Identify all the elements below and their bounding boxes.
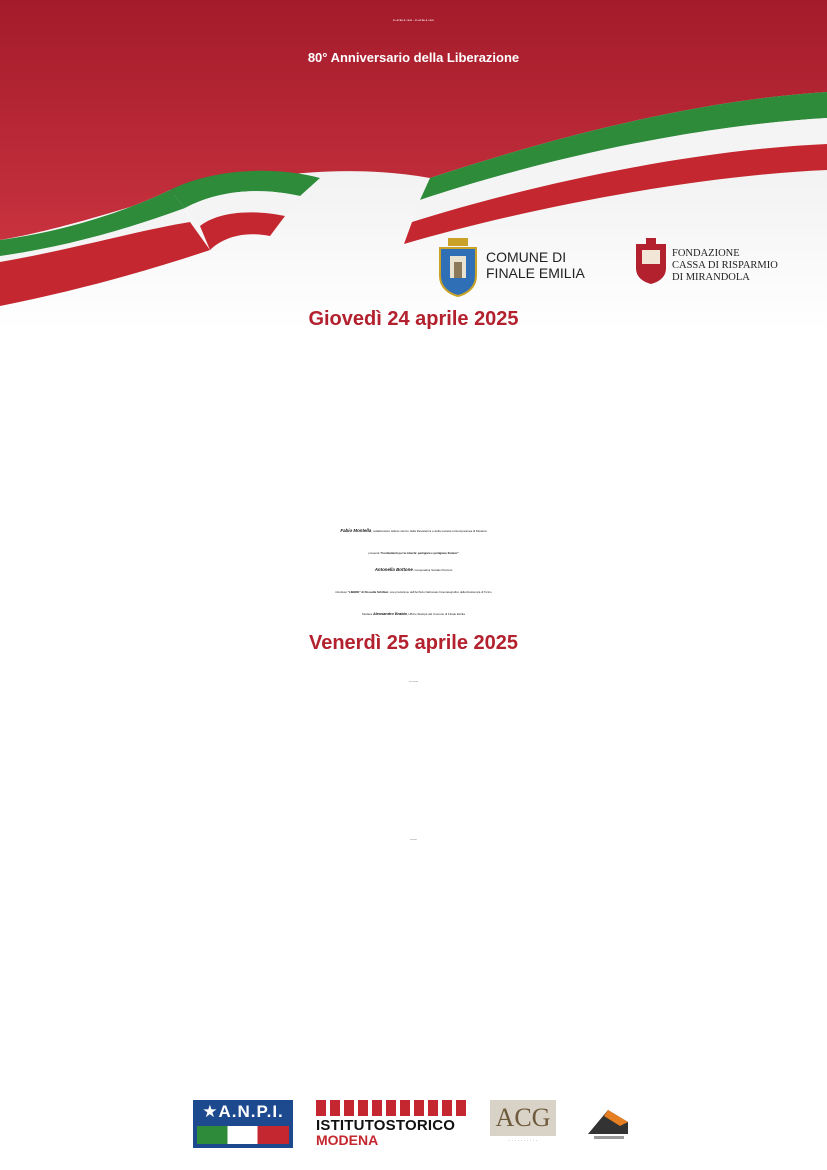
speaker2-role: , Cooperativa Sociale Percorsi (412, 568, 453, 572)
anpi-logo: ★A.N.P.I. (193, 1100, 293, 1148)
massa-heading: MASSA FINALESE (409, 682, 418, 683)
speaker2-line (0, 567, 827, 572)
day2-title: Venerdì 25 aprile 2025 (308, 632, 519, 654)
acg-logo: ACG · · · · · · · · · · (490, 1100, 556, 1148)
speaker2-name: Antonella Bottone (374, 567, 413, 572)
moderator-name: Alessandro Braida (372, 612, 407, 616)
speaker1-book: "Combattenti per la Libertà: partigiani e partigiane finalesi" (380, 551, 459, 555)
acg-caption-lines: · · · · · · · · · · (508, 1138, 538, 1144)
speaker1-line (0, 528, 827, 533)
building-logo-icon (580, 1100, 636, 1148)
speaker2-intro: introduce "LIBERE" di Rossella Schillaci, una produzione dell'Archivio Nazionale Cinematografico della Resistenza di Torino (335, 590, 492, 594)
speaker1-name: Fabio Montella (340, 528, 372, 533)
stripes-icon (316, 1100, 466, 1116)
comune-name: COMUNE DI FINALE EMILIA (486, 249, 585, 281)
fondazione-crest-icon (634, 238, 668, 284)
header-title: 80° Anniversario della Liberazione (307, 50, 520, 65)
day1-title: Giovedì 24 aprile 2025 (308, 308, 519, 330)
speaker1-presents: presenta "Combattenti per la Libertà: partigiani e partigiane finalesi" (368, 551, 459, 555)
speaker1-role: , collaboratore Istituto storico della Resistenza e della società contemporanea di Modena (371, 529, 487, 533)
comune-crest-icon (436, 238, 480, 298)
header-dates: 25 APRILE 1945 - 25 APRILE 2025 (392, 20, 435, 22)
fondazione-name: FONDAZIONE CASSA DI RISPARMIO DI MIRANDOLA (672, 248, 778, 283)
italian-flag-icon (197, 1126, 289, 1144)
finale-heading: FINALE EMILIA (409, 840, 418, 841)
moderator-line: Modera Alessandro Braida, Ufficio Stampa del Comune di Finale Emilia (362, 612, 465, 616)
speaker2-film: "LIBERE" di Rossella Schillaci (347, 590, 389, 594)
istituto-storico-logo: ISTITUTOSTORICO MODENA (316, 1100, 466, 1148)
